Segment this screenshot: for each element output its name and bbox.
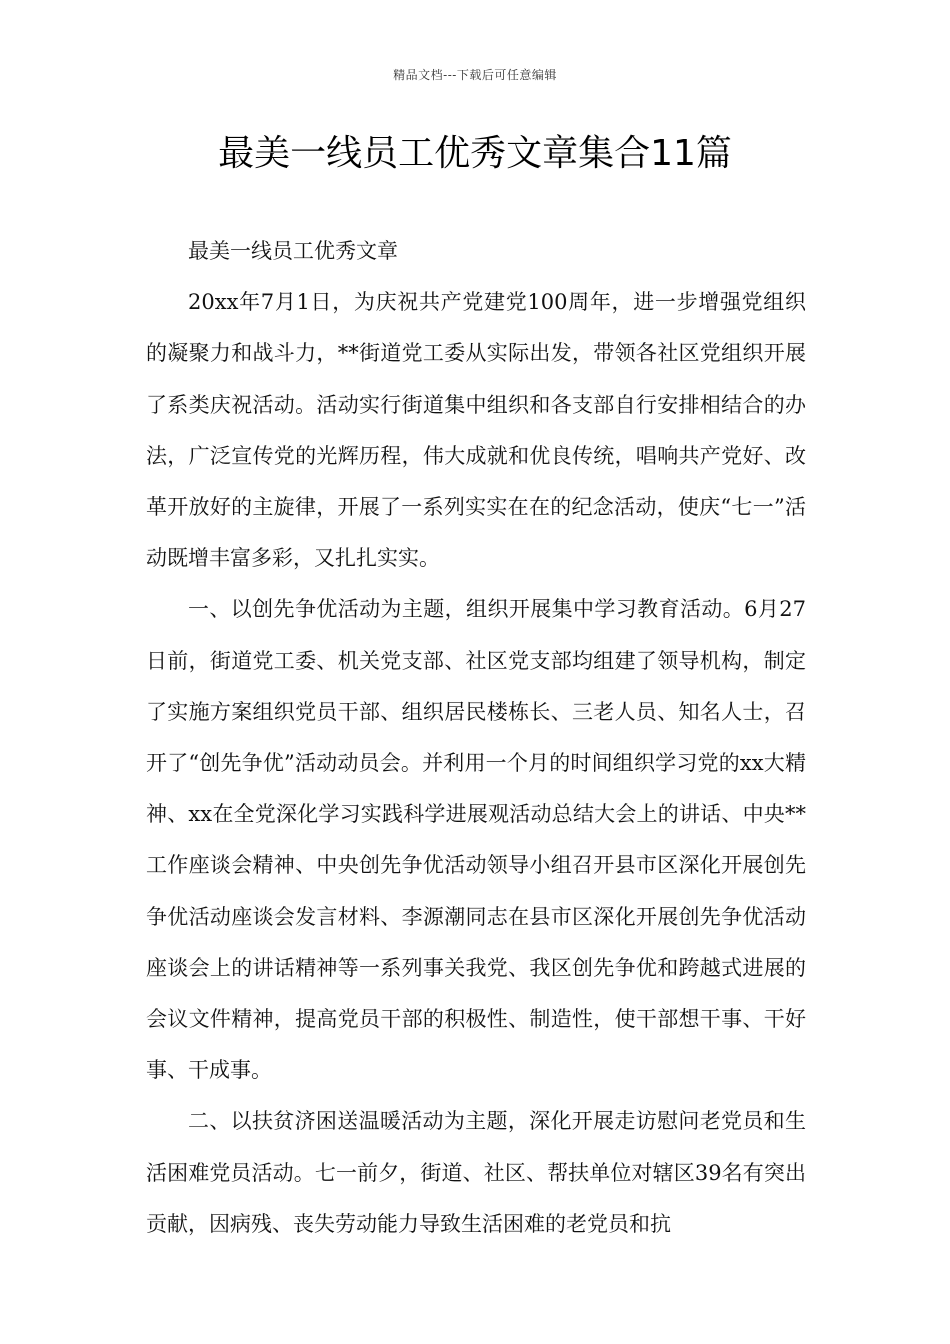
body-paragraph: 二、以扶贫济困送温暖活动为主题，深化开展走访慰问老党员和生活困难党员活动。七一前夕，街道、社区、帮扶单位对辖区39名有突出贡献，因病残、丧失劳动能力导致生活困难的老党员和抗 (146, 1109, 806, 1236)
body-paragraph: 一、以创先争优活动为主题，组织开展集中学习教育活动。6月27日前，街道党工委、机关党支部、社区党支部均组建了领导机构，制定了实施方案组织党员干部、组织居民楼栋长、三老人员、知名人士，召开了“创先争优”活动动员会。并利用一个月的时间组织学习党的xx大精神、xx在全党深化学习实践科学进展观活动总结大会上的讲话、中央**工作座谈会精神、中央创先争优活动领导小组召开县市区深化开展创先争优活动座谈会发言材料、李源潮同志在县市区深化开展创先争优活动座谈会上的讲话精神等一系列事关我党、我区创先争优和跨越式进展的会议文件精神，提高党员干部的积极性、制造性，使干部想干事、干好事、干成事。 (146, 597, 806, 1083)
section-subtitle: 最美一线员工优秀文章 (188, 239, 398, 263)
document-body (146, 226, 806, 1250)
header-note: 精品文档---下载后可任意编辑 (393, 68, 557, 82)
body-paragraph: 20xx年7月1日，为庆祝共产党建党100周年，进一步增强党组织的凝聚力和战斗力，**街道党工委从实际出发，带领各社区党组织开展了系类庆祝活动。活动实行街道集中组织和各支部自行安排相结合的办法，广泛宣传党的光辉历程，伟大成就和优良传统，唱响共产党好、改革开放好的主旋律，开展了一系列实实在在的纪念活动，使庆“七一”活动既增丰富多彩，又扎扎实实。 (146, 290, 806, 571)
document-title: 最美一线员工优秀文章集合11篇 (218, 133, 732, 174)
